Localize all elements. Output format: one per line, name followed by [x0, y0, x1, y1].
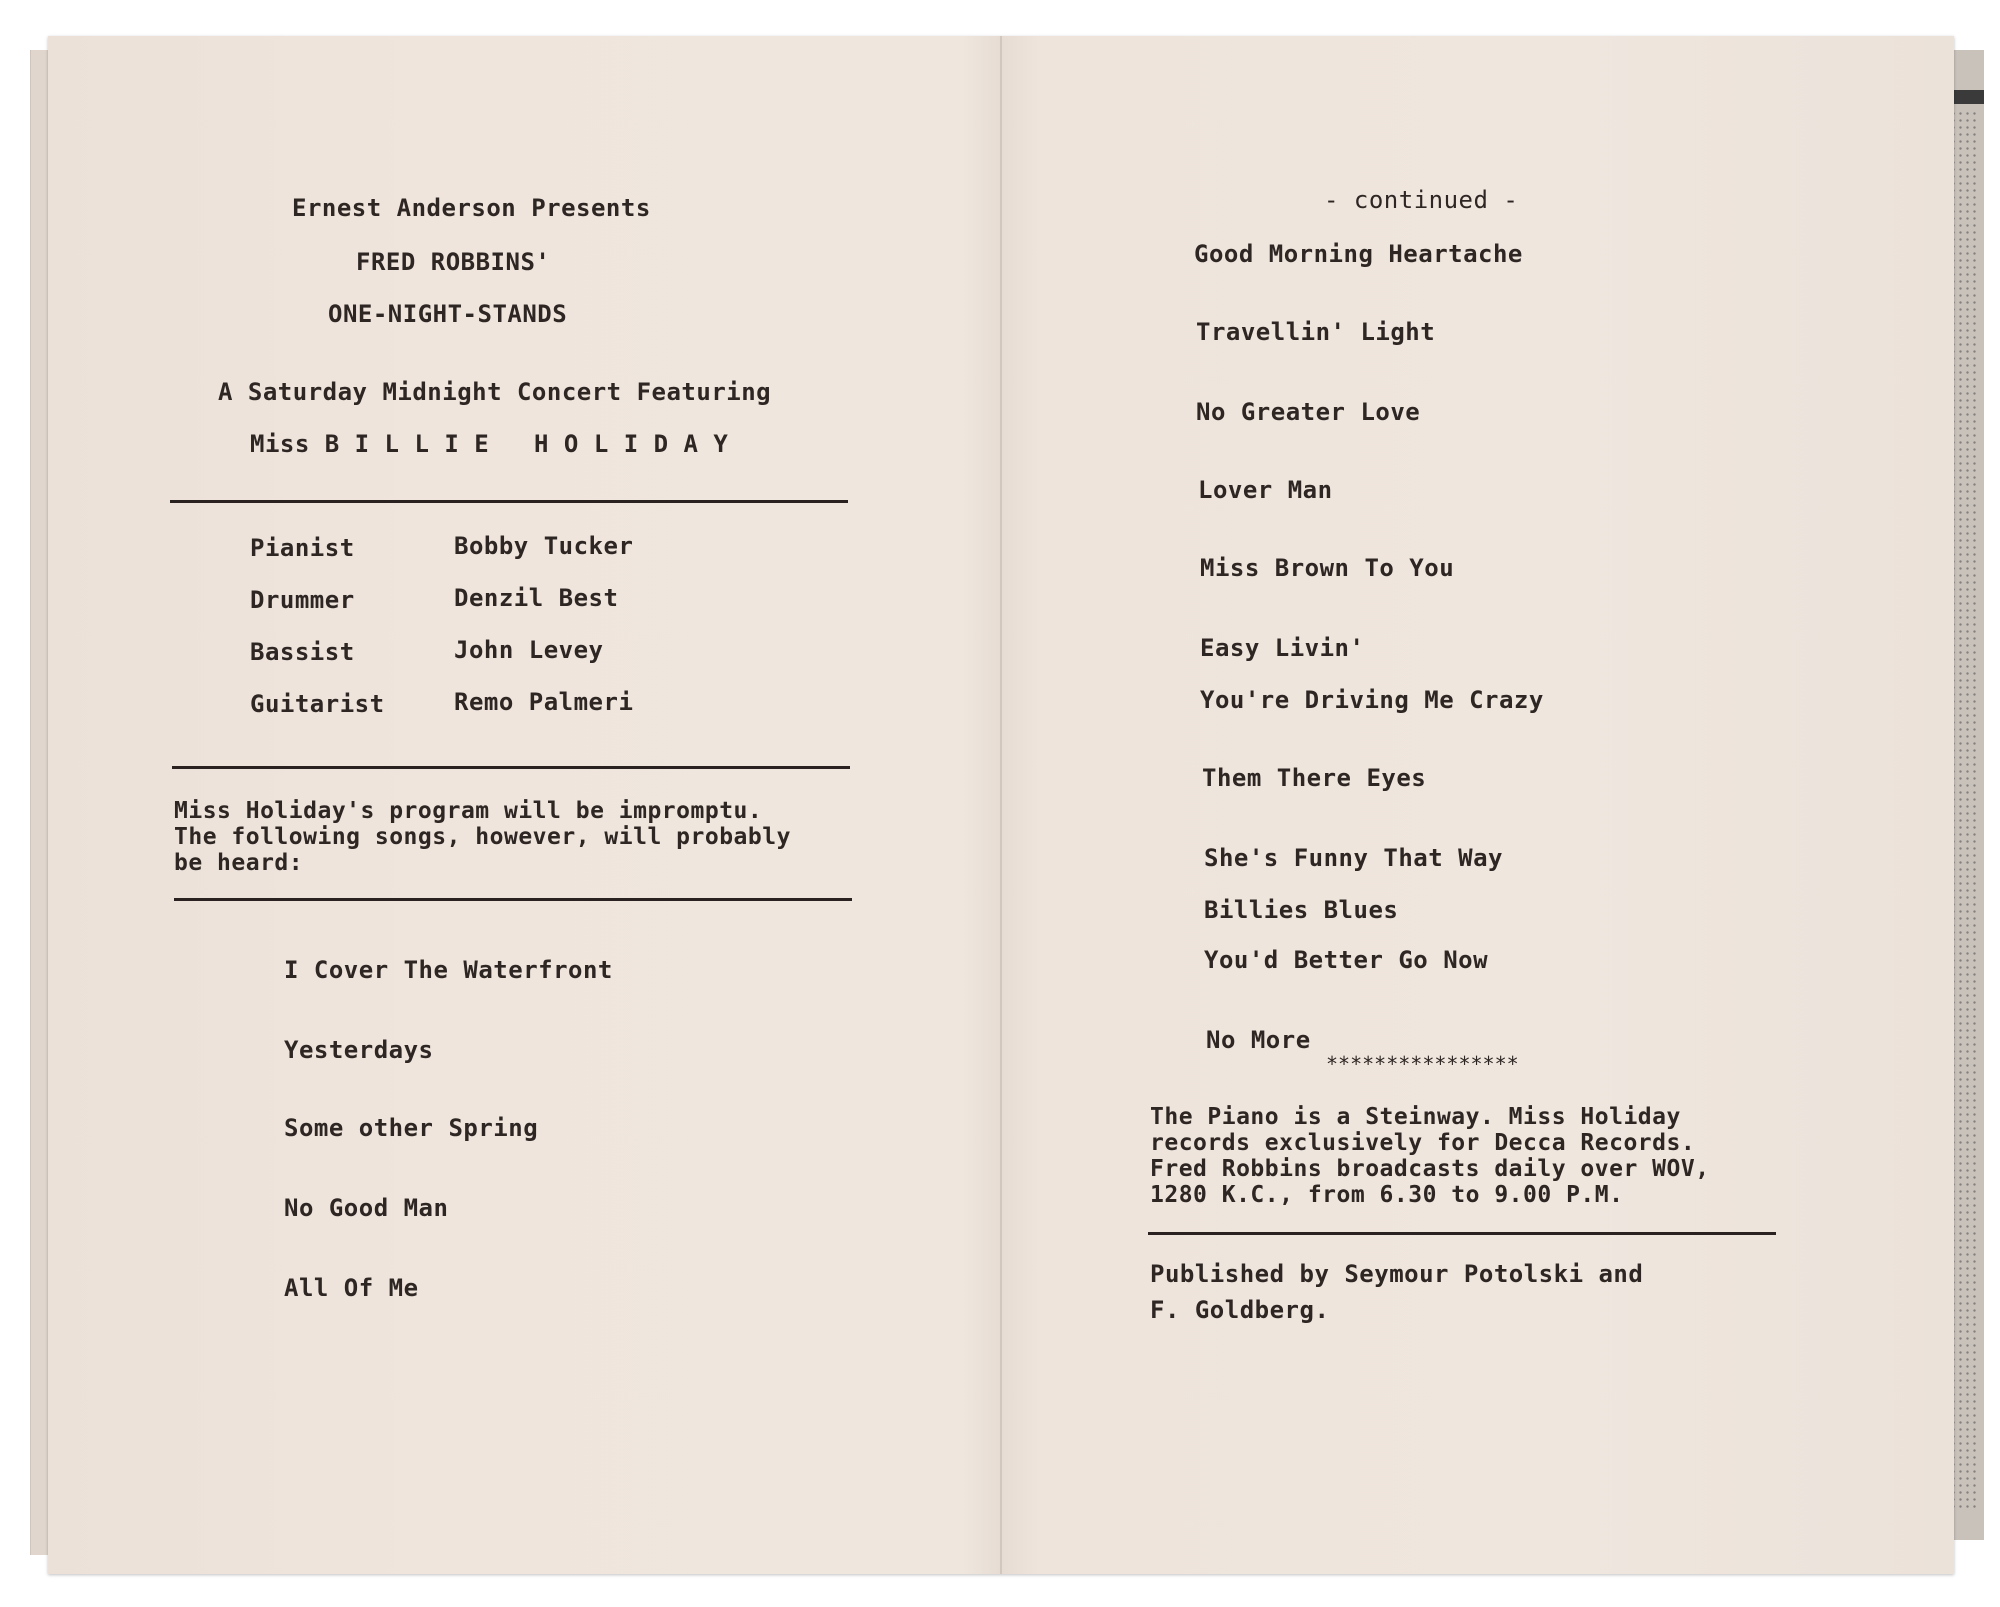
personnel-role: Drummer: [250, 586, 355, 614]
song-title: No Greater Love: [1196, 398, 1421, 426]
footnote-line: Fred Robbins broadcasts daily over WOV,: [1150, 1156, 1710, 1182]
song-title: All Of Me: [284, 1274, 419, 1302]
song-title: You're Driving Me Crazy: [1200, 686, 1544, 714]
song-title: I Cover The Waterfront: [284, 956, 613, 984]
personnel-name: John Levey: [454, 636, 604, 664]
song-title: Some other Spring: [284, 1114, 539, 1142]
program-note-line: be heard:: [174, 850, 304, 876]
song-title: She's Funny That Way: [1204, 844, 1503, 872]
continued-label: - continued -: [1324, 186, 1519, 214]
song-title: Yesterdays: [284, 1036, 434, 1064]
song-title: You'd Better Go Now: [1204, 946, 1489, 974]
personnel-role: Guitarist: [250, 690, 385, 718]
song-title: Miss Brown To You: [1200, 554, 1455, 582]
song-title: No More: [1206, 1026, 1311, 1054]
concert-line: A Saturday Midnight Concert Featuring: [218, 378, 772, 406]
song-title: Lover Man: [1198, 476, 1333, 504]
personnel-role: Pianist: [250, 534, 355, 562]
program-spread: [48, 36, 1954, 1574]
song-title: Billies Blues: [1204, 896, 1399, 924]
rule-3: [174, 898, 852, 901]
song-title: Easy Livin': [1200, 634, 1365, 662]
center-fold: [1000, 36, 1002, 1574]
footnote-line: records exclusively for Decca Records.: [1150, 1130, 1696, 1156]
song-title: No Good Man: [284, 1194, 449, 1222]
song-title: Good Morning Heartache: [1194, 240, 1523, 268]
personnel-name: Denzil Best: [454, 584, 619, 612]
song-title: Travellin' Light: [1196, 318, 1436, 346]
footnote-line: 1280 K.C., from 6.30 to 9.00 P.M.: [1150, 1182, 1624, 1208]
rule-1: [170, 500, 848, 503]
rule-2: [172, 766, 850, 769]
personnel-name: Bobby Tucker: [454, 532, 634, 560]
program-note-line: The following songs, however, will probably: [174, 824, 791, 850]
publisher-line: F. Goldberg.: [1150, 1296, 1330, 1324]
presenter-line: Ernest Anderson Presents: [292, 194, 651, 222]
publisher-line: Published by Seymour Potolski and: [1150, 1260, 1644, 1288]
featured-artist: Miss B I L L I E H O L I D A Y: [250, 430, 729, 458]
rule-4: [1148, 1232, 1776, 1235]
footnote-line: The Piano is a Steinway. Miss Holiday: [1150, 1104, 1681, 1130]
personnel-role: Bassist: [250, 638, 355, 666]
program-note-line: Miss Holiday's program will be impromptu.: [174, 798, 763, 824]
asterisk-divider: ****************: [1326, 1052, 1519, 1076]
song-title: Them There Eyes: [1202, 764, 1427, 792]
host-line: FRED ROBBINS': [356, 248, 551, 276]
personnel-name: Remo Palmeri: [454, 688, 634, 716]
series-title: ONE-NIGHT-STANDS: [328, 300, 568, 328]
